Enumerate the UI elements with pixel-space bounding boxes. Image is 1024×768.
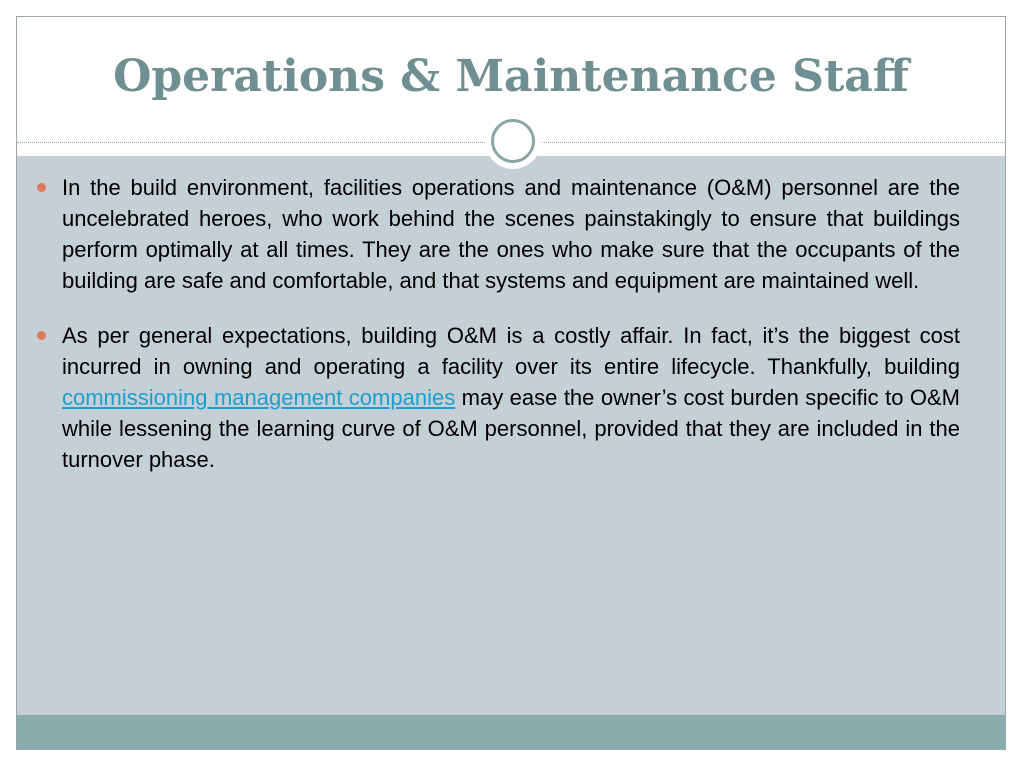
commissioning-companies-link[interactable]: commissioning management companies bbox=[62, 385, 456, 410]
bullet-dot-icon bbox=[37, 183, 46, 192]
bullet-item bbox=[34, 320, 960, 475]
bullet-dot-icon bbox=[37, 331, 46, 340]
bullet-text-after-link: may ease the owner’s cost burden specific to O&M while lessening the learning curve of O&M personnel, provided that they are included in the turnover phase. bbox=[62, 385, 960, 472]
bullet-text-before-link: As per general expectations, building O&M is a costly affair. In fact, it’s the biggest cost incurred in owning and operating a facility over its entire lifecycle. Thankfully, building bbox=[62, 323, 960, 379]
footer-band bbox=[17, 715, 1005, 749]
slide-title: Operations & Maintenance Staff bbox=[113, 51, 909, 102]
circle-icon bbox=[491, 119, 535, 163]
bullet-item bbox=[34, 172, 960, 296]
bullet-list bbox=[34, 172, 960, 499]
bullet-text: In the build environment, facilities operations and maintenance (O&M) personnel are the uncelebrated heroes, who work behind the scenes painstakingly to ensure that buildings perform optimally at all times. They are the ones who make sure that the occupants of the building are safe and comfortable, and that systems and equipment are maintained well. bbox=[62, 175, 960, 293]
